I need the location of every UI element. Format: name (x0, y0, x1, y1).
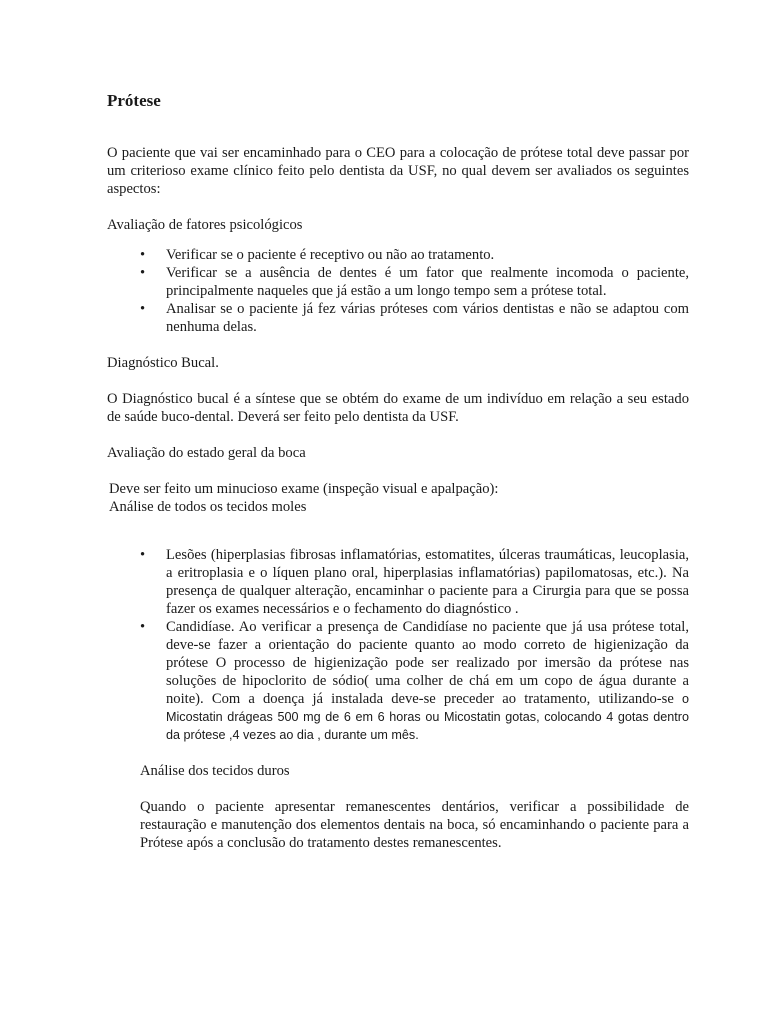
list-item (107, 246, 689, 264)
bullet-icon: • (140, 247, 146, 263)
heading-boca: Avaliação do estado geral da boca (107, 445, 306, 461)
exam-line: Deve ser feito um minucioso exame (inspeção visual e apalpação): (109, 481, 499, 497)
psych-bullet-list (107, 246, 689, 336)
document-title: Prótese (107, 91, 161, 110)
list-item-text-sans: o Micostatin drágeas 500 mg de 6 em 6 horas ou Micostatin gotas, colocando 4 gotas dentro da prótese ,4 vezes ao dia , durante um mês. (166, 692, 689, 742)
bullet-icon: • (140, 547, 146, 563)
soft-tissue-bullet-list (107, 546, 689, 744)
duros-paragraph: Quando o paciente apresentar remanescentes dentários, verificar a possibilidade de restauração e manutenção dos elementos dentais na boca, só encaminhando o paciente para a Prótese após a conclusão do tratamento destes remanescentes. (140, 799, 689, 851)
bullet-icon: • (140, 619, 146, 635)
list-item-text: Candidíase. Ao verificar a presença de Candidíase no paciente que já usa prótese total, deve-se fazer a orientação do paciente quanto ao modo correto de higienização da prótese O processo de higienização pode ser realizado por imersão da prótese nas soluções de hipoclorito de sódio( uma colher de chá em um copo de água durante a noite). Com a doença já instalada deve-se preceder ao tratamento, utilizando-se (166, 619, 689, 707)
document-page (107, 90, 689, 852)
list-item (107, 300, 689, 336)
heading-duros: Análise dos tecidos duros (140, 763, 290, 779)
bullet-icon: • (140, 301, 146, 317)
soft-tissue-line: Análise de todos os tecidos moles (109, 499, 307, 515)
heading-diagnostico: Diagnóstico Bucal. (107, 355, 219, 371)
list-item (107, 264, 689, 300)
list-item (107, 618, 689, 744)
list-item (107, 546, 689, 618)
bullet-icon: • (140, 265, 146, 281)
heading-psych: Avaliação de fatores psicológicos (107, 217, 303, 233)
diagnostico-paragraph: O Diagnóstico bucal é a síntese que se obtém do exame de um indivíduo em relação a seu estado de saúde buco-dental. Deverá ser feito pelo dentista da USF. (107, 391, 689, 425)
list-item-text: Analisar se o paciente já fez várias próteses com vários dentistas e não se adaptou com nenhuma delas. (166, 301, 689, 335)
list-item-text: Verificar se a ausência de dentes é um fator que realmente incomoda o paciente, principalmente naqueles que já estão a um longo tempo sem a prótese total. (166, 265, 689, 299)
list-item-text: Lesões (hiperplasias fibrosas inflamatórias, estomatites, úlceras traumáticas, leucoplasia, a eritroplasia e o líquen plano oral, hiperplasias inflamatórias) papilomatosas, etc.). Na presença de qualquer alteração, encaminhar o paciente para a Cirurgia para que se possa fazer os exames necessários e o fechamento do diagnóstico . (166, 547, 689, 617)
intro-paragraph: O paciente que vai ser encaminhado para o CEO para a colocação de prótese total deve passar por um criterioso exame clínico feito pelo dentista da USF, no qual devem ser avaliados os seguintes aspectos: (107, 145, 689, 197)
list-item-text: Verificar se o paciente é receptivo ou não ao tratamento. (166, 247, 495, 263)
